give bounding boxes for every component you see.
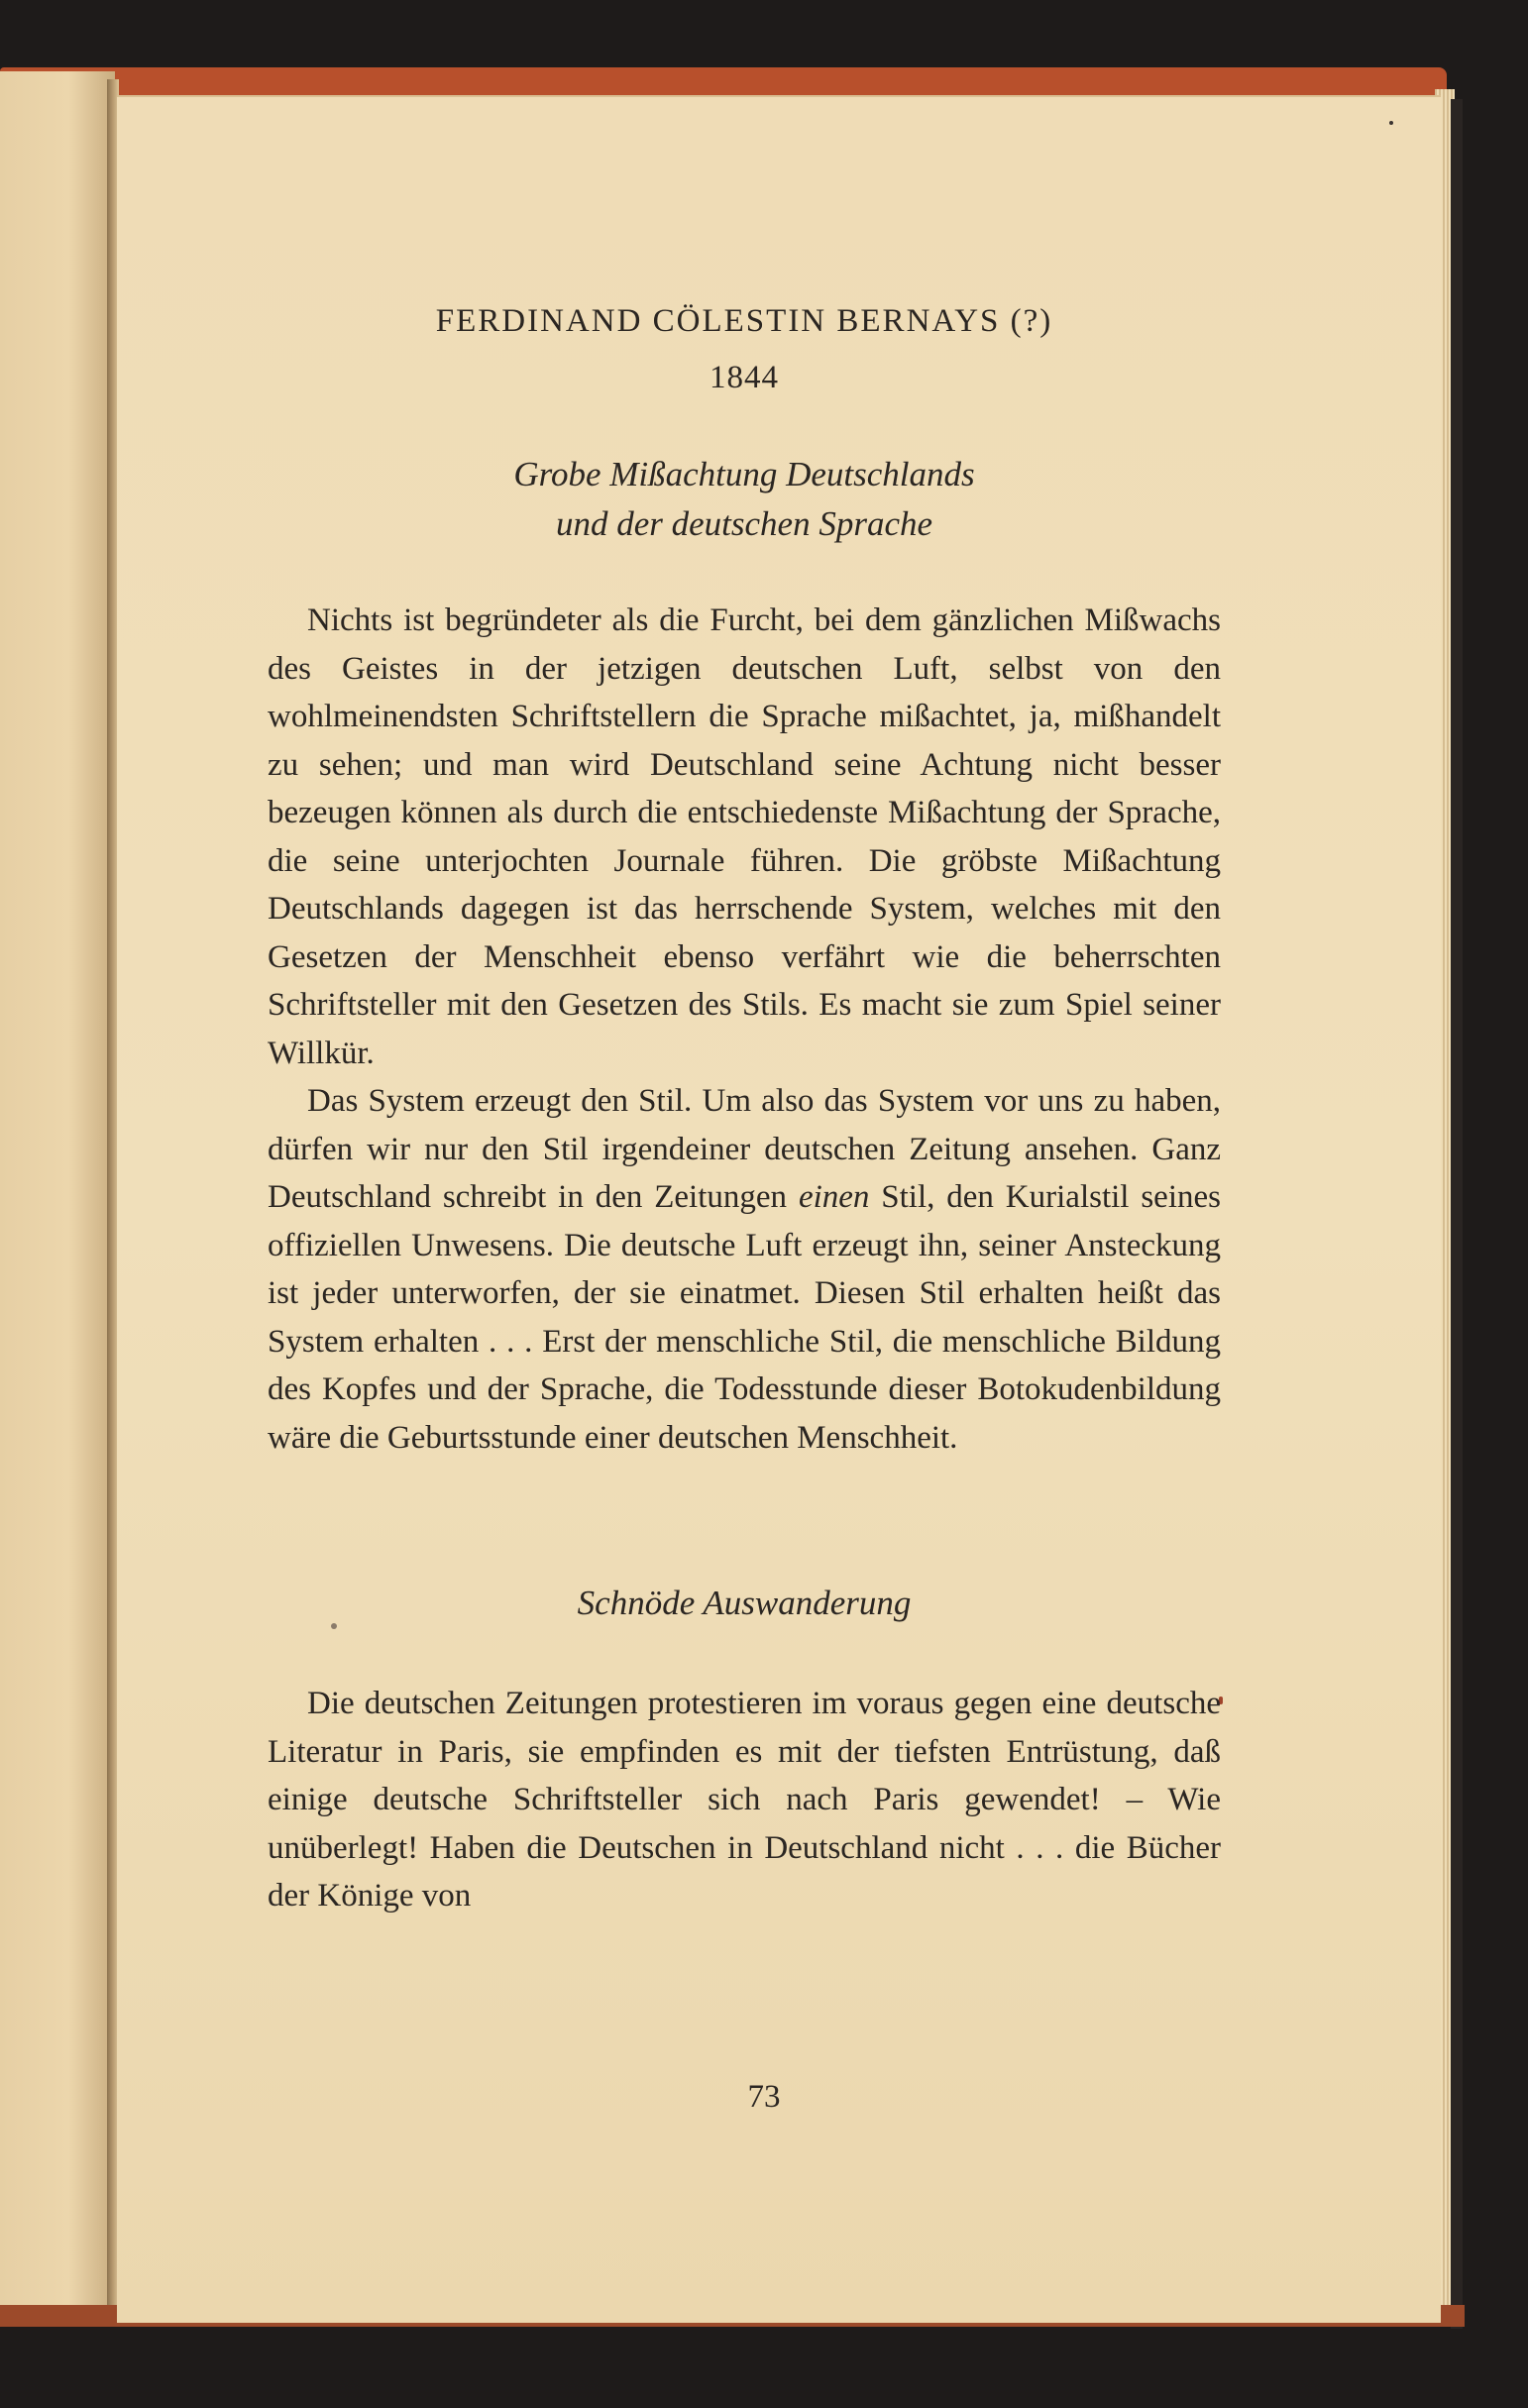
page-number: 73 — [747, 2079, 781, 2115]
book-cover-right-edge — [1451, 99, 1463, 2329]
year-heading: 1844 — [709, 360, 779, 395]
paragraph-3: Die deutschen Zeitungen protestieren im voraus gegen eine deutsche Literatur in Paris, sie empfinden es mit der tiefsten Entrüstung, daß einige deutsche Schriftsteller sich nach Paris gewendet! – Wie unüberlegt! Haben die Deutschen in Deutschland nicht . . . die Bücher der Könige von — [268, 1686, 1221, 1914]
paragraph-2-emphasis: einen — [798, 1179, 870, 1215]
paragraph-1: Nichts ist begründeter als die Furcht, bei dem gänzlichen Mißwachs des Geistes in der jetzigen deutschen Luft, selbst von den wohlmeinendsten Schriftstellern die Sprache mißachtet, ja, mißhandelt zu sehen; und man wird Deutschland seine Achtung nicht besser bezeugen können als durch die entschiedenste Mißachtung der Sprache, die seine unterjochten Journale führen. Die gröbste Mißachtung Deutschlands dagegen ist das herrschende System, welches mit den Gesetzen der Menschheit ebenso verfährt wie die beherrschten Schriftsteller mit den Gesetzen des Stils. Es macht sie zum Spiel seiner Willkür. — [268, 602, 1221, 1071]
page-content — [268, 293, 1221, 1920]
section-title-line-1: Grobe Mißachtung Deutschlands — [513, 455, 975, 493]
paragraph-2-text-start: Das System erzeugt den Stil. Um also das System vor uns zu haben, dürfen wir nur den Stil irgendeiner deutschen Zeitung ansehen. Ganz Deutschland schreibt in den Zeitungen — [268, 1083, 1221, 1215]
paragraph-2-text-end: Stil, den Kurialstil seines offiziellen Unwesens. Die deutsche Luft erzeugt ihn, seiner Ansteckung ist jeder unterworfen, der sie einatmet. Diesen Stil erhalten heißt das System erhalten . . . Erst der menschliche Stil, die menschliche Bildung des Kopfes und der Sprache, die Todesstunde dieser Botokudenbildung wäre die Geburtsstunde einer deutschen Menschheit. — [268, 1179, 1221, 1456]
paragraph-2 — [268, 1077, 1221, 1462]
left-page-edge — [0, 71, 115, 2307]
section-title-line-2: und der deutschen Sprache — [555, 504, 933, 543]
paper-speck — [1389, 121, 1393, 125]
section-2-title: Schnöde Auswanderung — [577, 1584, 912, 1622]
author-heading: FERDINAND CÖLESTIN BERNAYS (?) — [435, 303, 1053, 339]
